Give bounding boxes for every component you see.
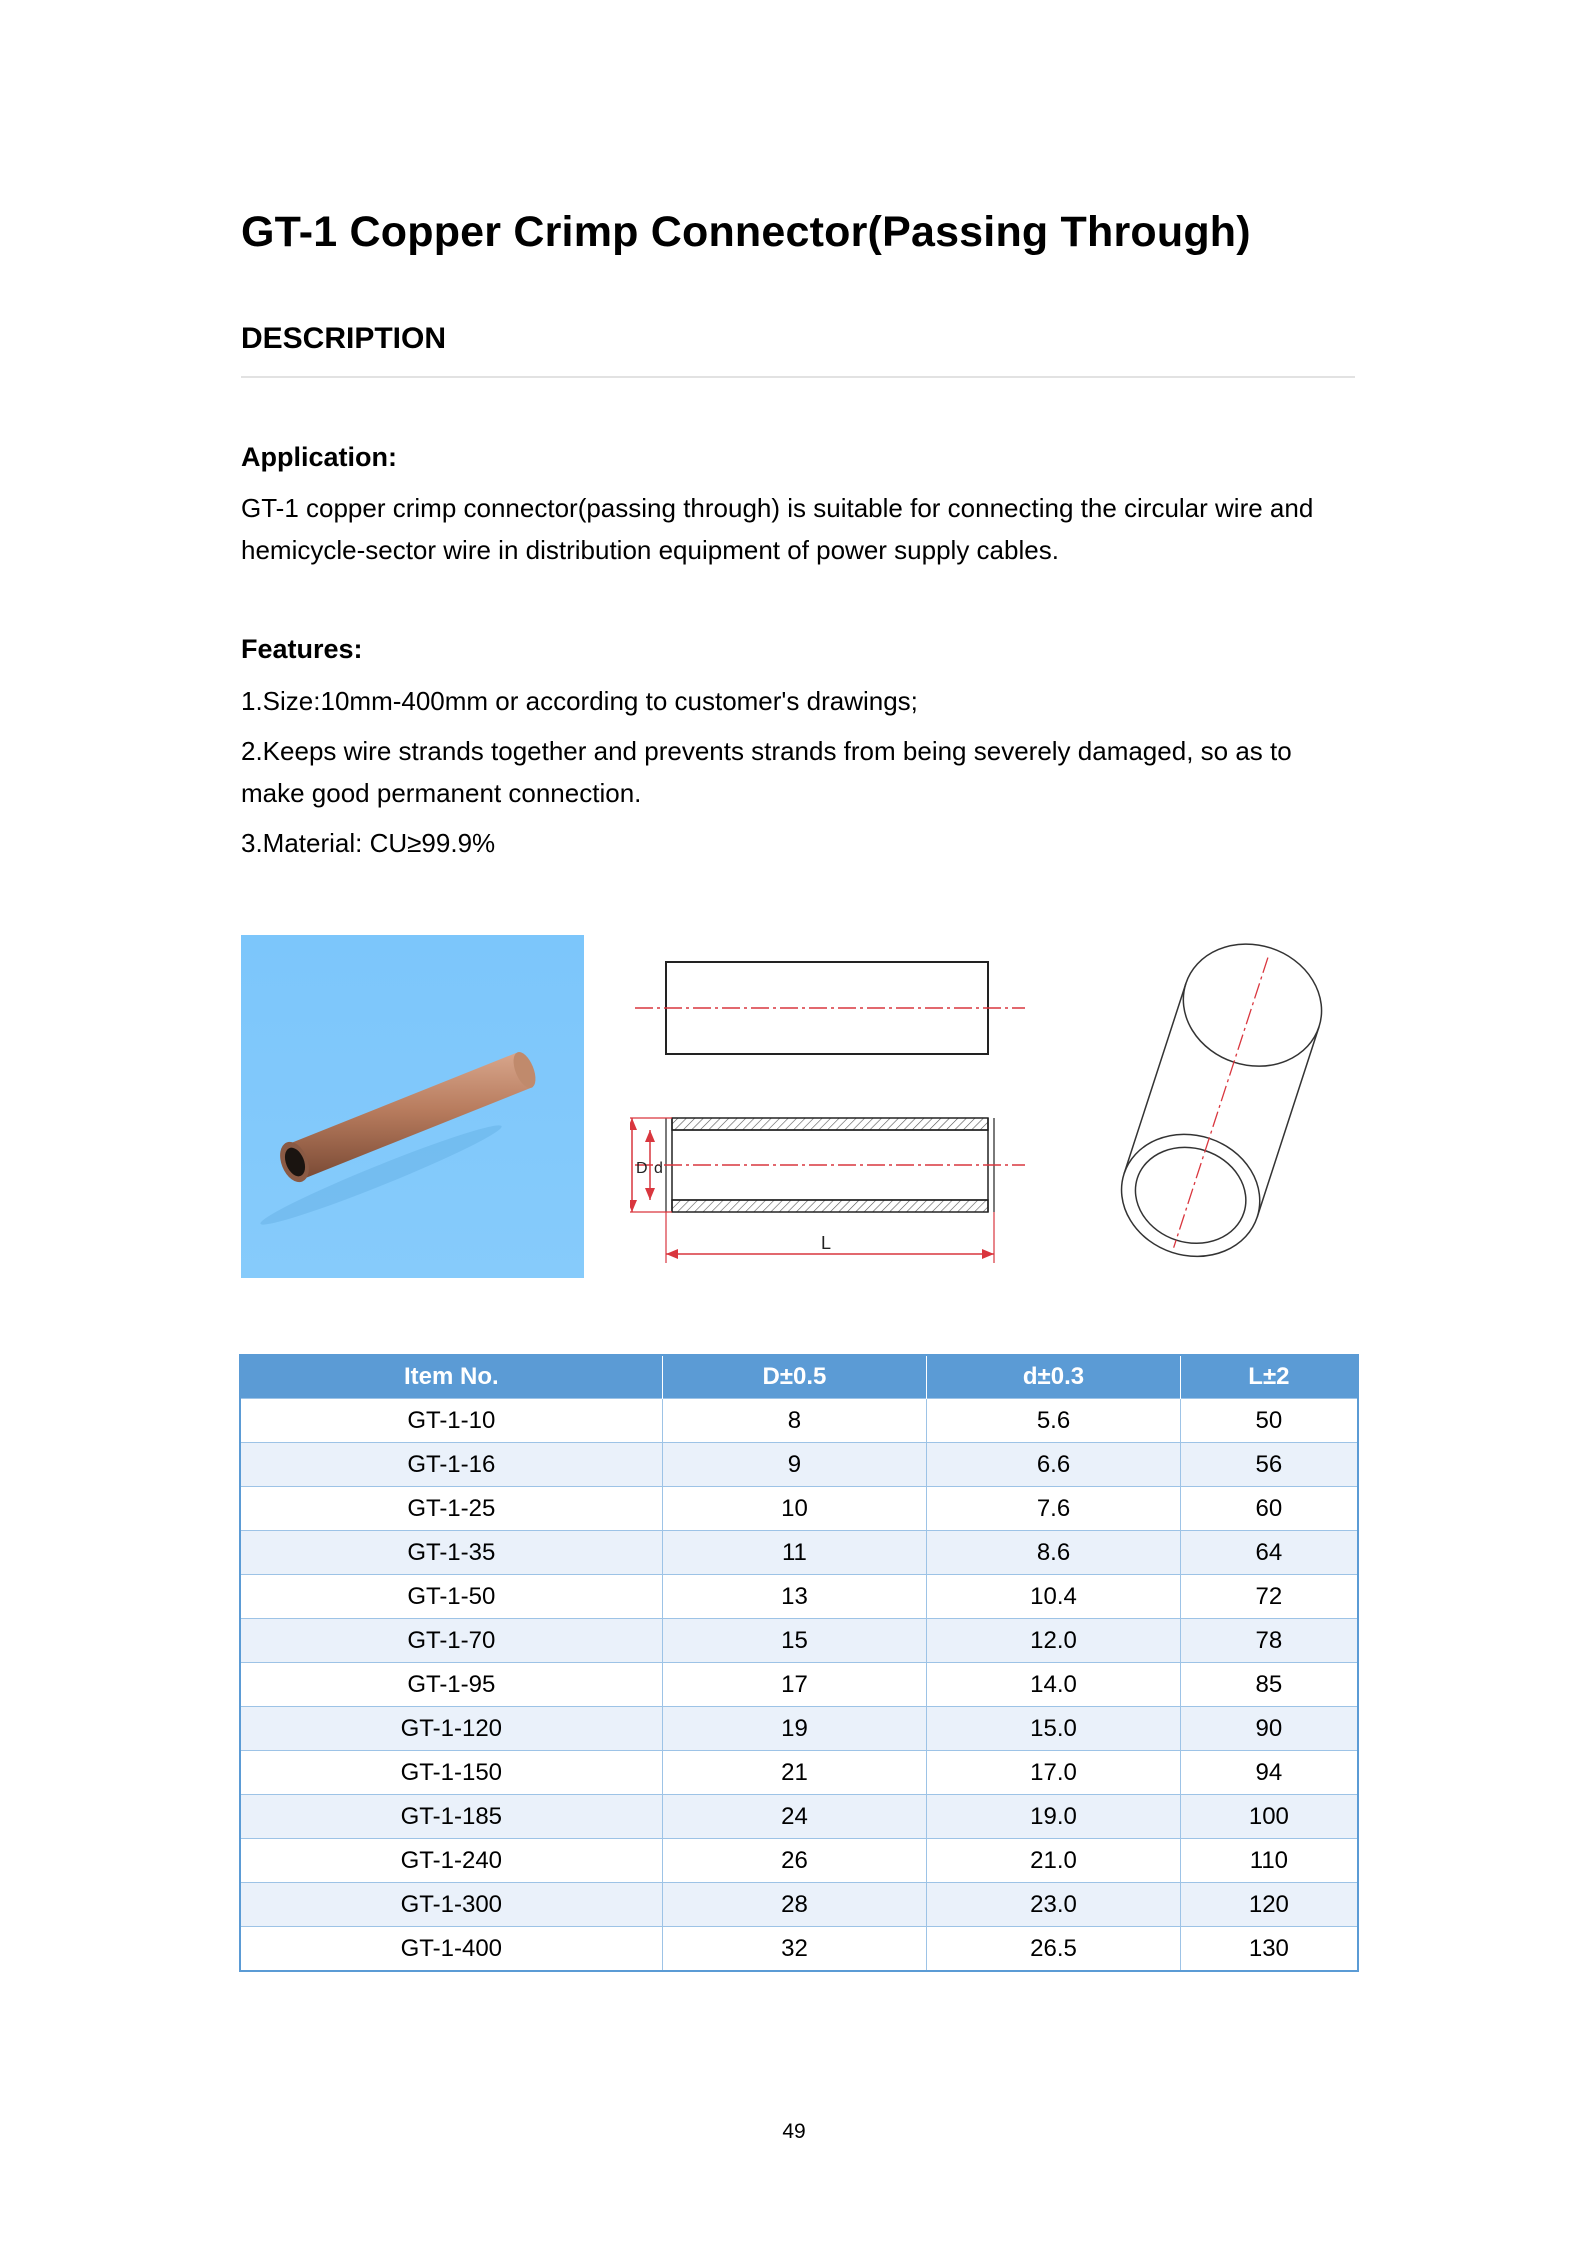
technical-drawing xyxy=(630,945,1030,1275)
cell-item-no: GT-1-95 xyxy=(240,1663,662,1707)
table-row xyxy=(240,1927,1358,1972)
cell-outer-diameter: 26 xyxy=(662,1839,927,1883)
cell-length: 120 xyxy=(1180,1883,1358,1927)
cell-length: 130 xyxy=(1180,1927,1358,1972)
cell-length: 85 xyxy=(1180,1663,1358,1707)
cell-inner-diameter: 19.0 xyxy=(927,1795,1181,1839)
table-row xyxy=(240,1575,1358,1619)
cell-length: 110 xyxy=(1180,1839,1358,1883)
application-line-1: GT-1 copper crimp connector(passing through) is suitable for connecting the circular wire and xyxy=(241,493,1314,523)
section-divider xyxy=(241,376,1355,378)
features-heading: Features: xyxy=(241,634,363,664)
table-row xyxy=(240,1399,1358,1443)
cell-outer-diameter: 11 xyxy=(662,1531,927,1575)
cell-inner-diameter: 17.0 xyxy=(927,1751,1181,1795)
cell-outer-diameter: 19 xyxy=(662,1707,927,1751)
cell-length: 90 xyxy=(1180,1707,1358,1751)
cell-inner-diameter: 7.6 xyxy=(927,1487,1181,1531)
cell-length: 50 xyxy=(1180,1399,1358,1443)
cell-item-no: GT-1-16 xyxy=(240,1443,662,1487)
application-text xyxy=(241,487,1361,571)
application-heading: Application: xyxy=(241,442,397,472)
cell-inner-diameter: 26.5 xyxy=(927,1927,1181,1972)
cell-item-no: GT-1-300 xyxy=(240,1883,662,1927)
dim-label-D: D xyxy=(636,1160,648,1177)
dim-label-L: L xyxy=(821,1233,832,1253)
cell-length: 72 xyxy=(1180,1575,1358,1619)
cell-outer-diameter: 10 xyxy=(662,1487,927,1531)
cell-inner-diameter: 10.4 xyxy=(927,1575,1181,1619)
cell-item-no: GT-1-25 xyxy=(240,1487,662,1531)
cell-item-no: GT-1-150 xyxy=(240,1751,662,1795)
feature-item-1: 1.Size:10mm-400mm or according to customer's drawings; xyxy=(241,686,918,716)
cell-item-no: GT-1-400 xyxy=(240,1927,662,1972)
table-header-row xyxy=(240,1355,1358,1399)
cell-length: 94 xyxy=(1180,1751,1358,1795)
cell-outer-diameter: 13 xyxy=(662,1575,927,1619)
cell-item-no: GT-1-50 xyxy=(240,1575,662,1619)
table-row xyxy=(240,1839,1358,1883)
cell-item-no: GT-1-120 xyxy=(240,1707,662,1751)
cell-outer-diameter: 21 xyxy=(662,1751,927,1795)
cell-item-no: GT-1-70 xyxy=(240,1619,662,1663)
feature-item-3: 3.Material: CU≥99.9% xyxy=(241,828,496,858)
cell-outer-diameter: 28 xyxy=(662,1883,927,1927)
table-row xyxy=(240,1663,1358,1707)
cell-outer-diameter: 32 xyxy=(662,1927,927,1972)
page-number: 49 xyxy=(782,2120,806,2143)
cell-outer-diameter: 8 xyxy=(662,1399,927,1443)
cell-inner-diameter: 15.0 xyxy=(927,1707,1181,1751)
cell-item-no: GT-1-10 xyxy=(240,1399,662,1443)
table-row xyxy=(240,1531,1358,1575)
table-row xyxy=(240,1707,1358,1751)
cell-item-no: GT-1-185 xyxy=(240,1795,662,1839)
feature-item-2-line-1: 2.Keeps wire strands together and prevents strands from being severely damaged, so as to xyxy=(241,736,1292,766)
cell-outer-diameter: 15 xyxy=(662,1619,927,1663)
cell-inner-diameter: 12.0 xyxy=(927,1619,1181,1663)
header-item-no: Item No. xyxy=(240,1355,662,1399)
application-line-2: hemicycle-sector wire in distribution equipment of power supply cables. xyxy=(241,535,1059,565)
cell-inner-diameter: 23.0 xyxy=(927,1883,1181,1927)
cell-inner-diameter: 8.6 xyxy=(927,1531,1181,1575)
header-length: L±2 xyxy=(1180,1355,1358,1399)
product-photo xyxy=(241,935,584,1278)
spec-table xyxy=(239,1354,1359,1972)
cell-length: 64 xyxy=(1180,1531,1358,1575)
dim-label-d: d xyxy=(654,1160,663,1177)
isometric-drawing xyxy=(1090,930,1350,1280)
cell-item-no: GT-1-240 xyxy=(240,1839,662,1883)
table-row xyxy=(240,1795,1358,1839)
feature-item-2 xyxy=(241,730,1361,814)
cell-length: 100 xyxy=(1180,1795,1358,1839)
cell-item-no: GT-1-35 xyxy=(240,1531,662,1575)
cell-outer-diameter: 24 xyxy=(662,1795,927,1839)
header-inner-diameter: d±0.3 xyxy=(927,1355,1181,1399)
table-row xyxy=(240,1443,1358,1487)
cell-length: 56 xyxy=(1180,1443,1358,1487)
feature-item-2-line-2: make good permanent connection. xyxy=(241,778,642,808)
cell-outer-diameter: 17 xyxy=(662,1663,927,1707)
header-outer-diameter: D±0.5 xyxy=(662,1355,927,1399)
table-row xyxy=(240,1487,1358,1531)
cell-inner-diameter: 14.0 xyxy=(927,1663,1181,1707)
cell-length: 78 xyxy=(1180,1619,1358,1663)
cell-inner-diameter: 6.6 xyxy=(927,1443,1181,1487)
cell-outer-diameter: 9 xyxy=(662,1443,927,1487)
cell-inner-diameter: 21.0 xyxy=(927,1839,1181,1883)
cell-length: 60 xyxy=(1180,1487,1358,1531)
table-row xyxy=(240,1619,1358,1663)
page-title: GT-1 Copper Crimp Connector(Passing Through) xyxy=(241,208,1251,256)
table-row xyxy=(240,1751,1358,1795)
description-heading: DESCRIPTION xyxy=(241,322,447,355)
cell-inner-diameter: 5.6 xyxy=(927,1399,1181,1443)
table-row xyxy=(240,1883,1358,1927)
